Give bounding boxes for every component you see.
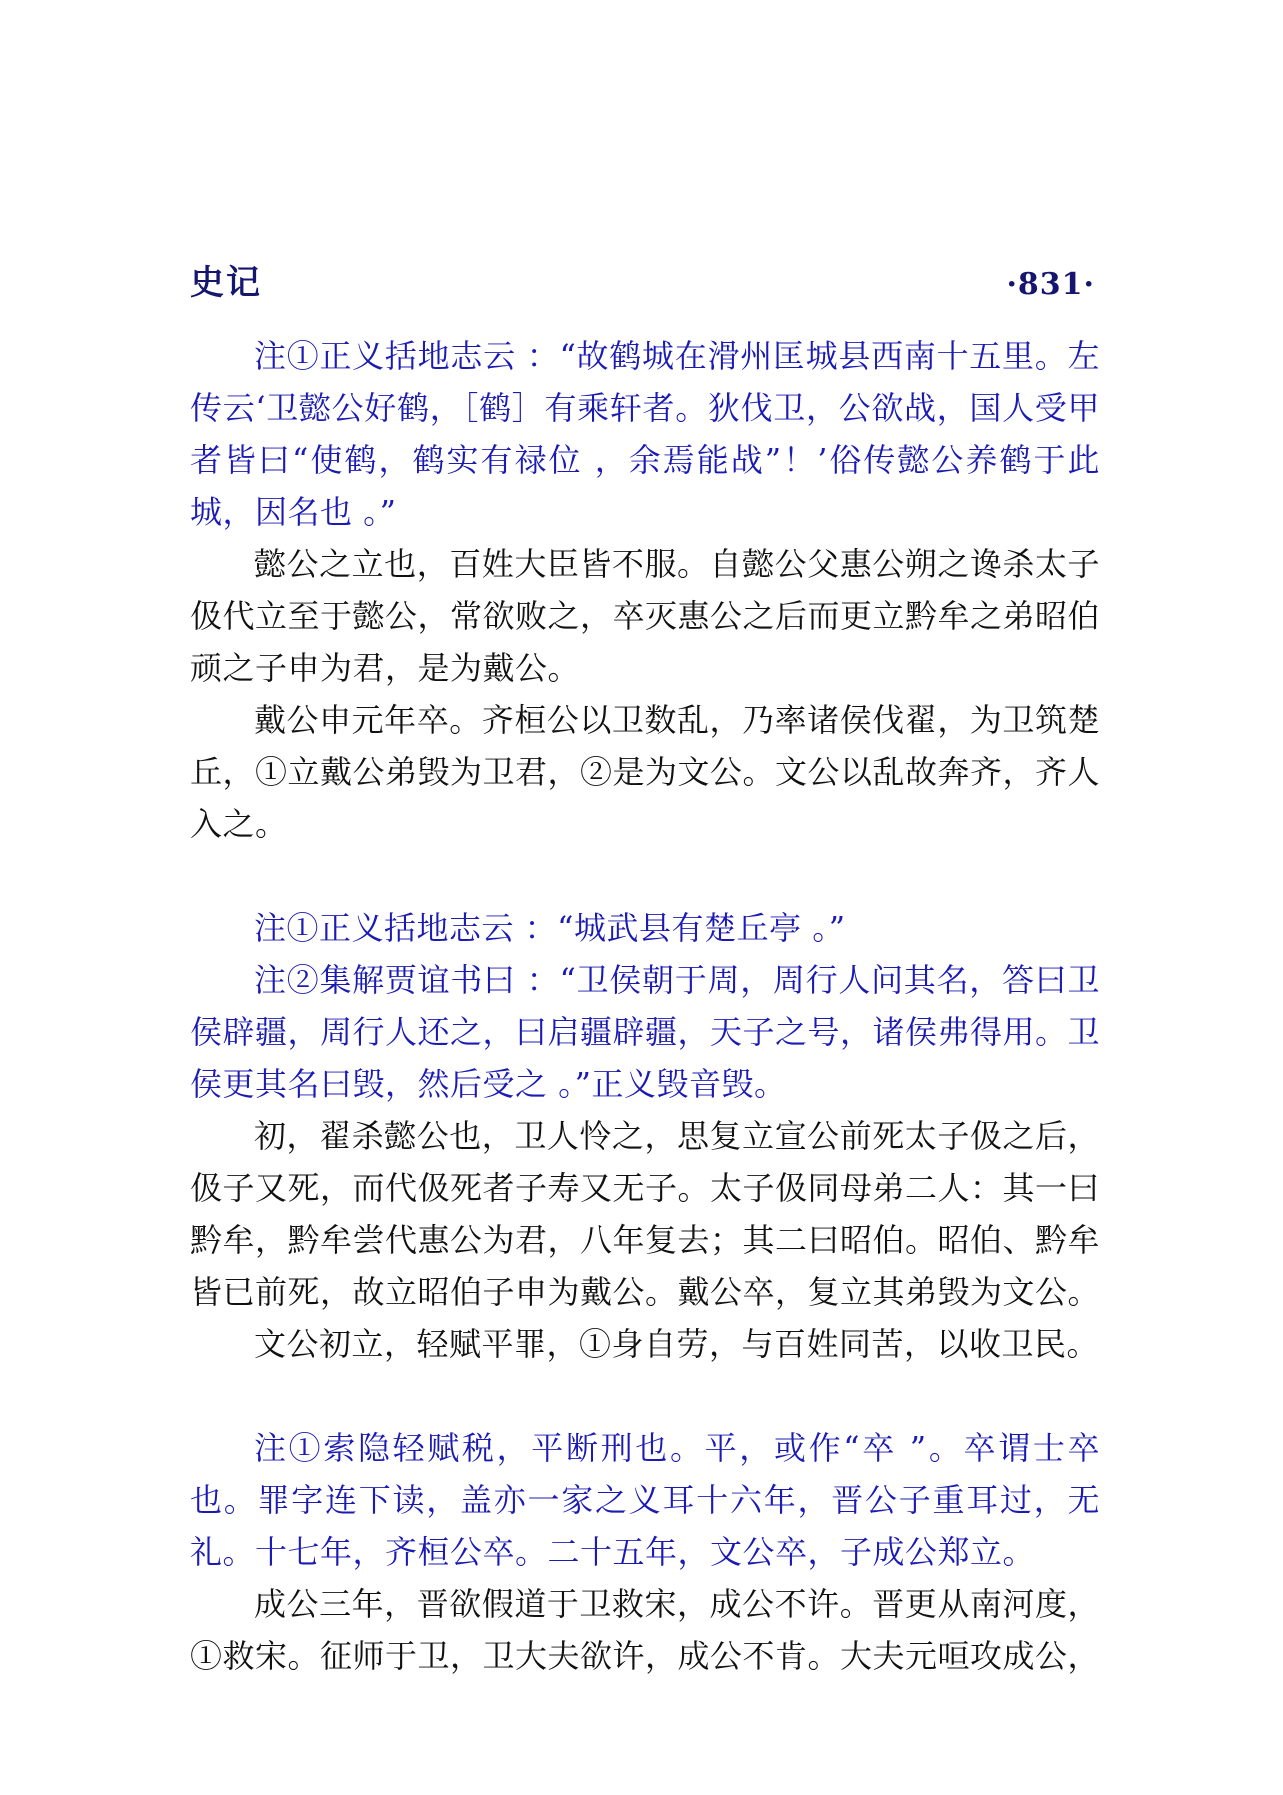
- body-paragraph: 戴公申元年卒。齐桓公以卫数乱，乃率诸侯伐翟，为卫筑楚丘，①立戴公弟毁为卫君，②是为文公。文公以乱故奔齐，齐人入之。: [190, 701, 1101, 843]
- body-paragraph: 懿公之立也，百姓大臣皆不服。自懿公父惠公朔之谗杀太子伋代立至于懿公，常欲败之，卒灭惠公之后而更立黔牟之弟昭伯顽之子申为君，是为戴公。: [190, 545, 1101, 687]
- paragraph-spacer: [190, 850, 1100, 902]
- page-header: [190, 255, 1095, 304]
- book-title: 史记: [190, 263, 262, 303]
- annotation-paragraph: 注①正义括地志云 ：“故鹤城在滑州匡城县西南十五里。左传云‘卫懿公好鹤，［鹤］有乘轩者。狄伐卫，公欲战，国人受甲者皆曰“使鹤，鹤实有禄位 ，余焉能战”！’俗传懿公养鹤于此城，因名也 。”: [190, 337, 1100, 531]
- page-content: [190, 330, 1100, 1682]
- body-paragraph: 文公初立，轻赋平罪，①身自劳，与百姓同苦，以收卫民。: [254, 1325, 1100, 1363]
- page-number: ·831·: [1006, 267, 1095, 302]
- annotation-paragraph: 注①正义括地志云 ：“城武县有楚丘亭 。”: [254, 909, 846, 947]
- annotation-paragraph: 注①索隐轻赋税，平断刑也。平，或作“卒 ”。卒谓士卒也。罪字连下读，盖亦一家之义耳十六年，晋公子重耳过，无礼。十七年，齐桓公卒。二十五年，文公卒，子成公郑立。: [190, 1429, 1100, 1571]
- annotation-paragraph: 注②集解贾谊书曰 ：“卫侯朝于周，周行人问其名，答曰卫侯辟疆，周行人还之，曰启疆辟疆，天子之号，诸侯弗得用。卫侯更其名曰毁，然后受之 。”正义毁音毁。: [190, 961, 1101, 1103]
- body-paragraph: 成公三年，晋欲假道于卫救宋，成公不许。晋更从南河度，①救宋。征师于卫，卫大夫欲许，成公不肯。大夫元咺攻成公，: [190, 1585, 1101, 1675]
- body-paragraph: 初，翟杀懿公也，卫人怜之，思复立宣公前死太子伋之后，伋子又死，而代伋死者子寿又无子。太子伋同母弟二人：其一曰黔牟，黔牟尝代惠公为君，八年复去；其二曰昭伯。昭伯、黔牟皆已前死，故立昭伯子申为戴公。戴公卒，复立其弟毁为文公。: [190, 1117, 1101, 1311]
- paragraph-spacer: [190, 1370, 1100, 1422]
